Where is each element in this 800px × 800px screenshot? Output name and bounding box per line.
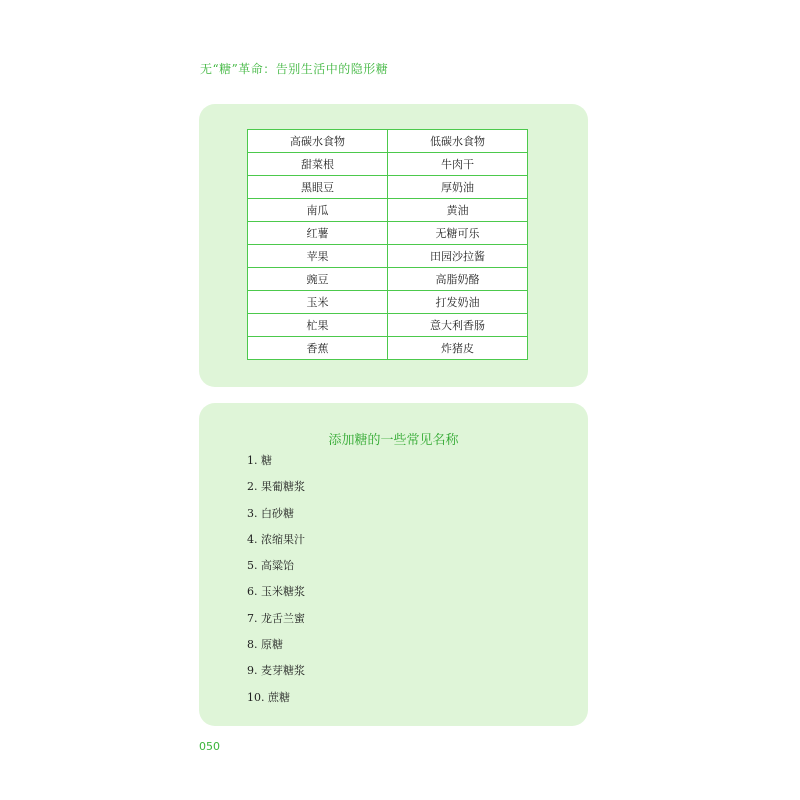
list-item: 7. 龙舌兰蜜 — [247, 611, 305, 625]
list-item: 3. 白砂糖 — [247, 506, 294, 520]
high-carb-cell: 南瓜 — [248, 199, 388, 222]
list-item: 4. 浓缩果汁 — [247, 532, 305, 546]
list-item: 8. 原糖 — [247, 638, 283, 652]
list-item: 2. 果葡糖浆 — [247, 480, 305, 494]
low-carb-cell: 无糖可乐 — [388, 222, 528, 245]
table-row — [248, 314, 528, 337]
page-header-title: 无“糖”革命：告别生活中的隐形糖 — [200, 62, 389, 76]
table-row — [248, 245, 528, 268]
table-row — [248, 268, 528, 291]
column-header-high-carb: 高碳水食物 — [248, 130, 388, 153]
high-carb-cell: 豌豆 — [248, 268, 388, 291]
list-item: 6. 玉米糖浆 — [247, 585, 305, 599]
high-carb-cell: 玉米 — [248, 291, 388, 314]
high-carb-cell: 香蕉 — [248, 337, 388, 360]
high-carb-cell: 苹果 — [248, 245, 388, 268]
page-number: 050 — [199, 740, 220, 753]
low-carb-cell: 高脂奶酪 — [388, 268, 528, 291]
low-carb-cell: 意大利香肠 — [388, 314, 528, 337]
high-carb-cell: 黑眼豆 — [248, 176, 388, 199]
table-row — [248, 176, 528, 199]
low-carb-cell: 厚奶油 — [388, 176, 528, 199]
column-header-low-carb: 低碳水食物 — [388, 130, 528, 153]
low-carb-cell: 炸猪皮 — [388, 337, 528, 360]
table-row — [248, 291, 528, 314]
table-header-row — [248, 130, 528, 153]
high-carb-cell: 红薯 — [248, 222, 388, 245]
table-row — [248, 199, 528, 222]
table-row — [248, 337, 528, 360]
sugar-names-panel — [199, 403, 588, 726]
table-row — [248, 222, 528, 245]
list-item: 10. 蔗糖 — [247, 690, 290, 704]
sugar-names-list — [247, 453, 305, 716]
list-item: 1. 糖 — [247, 454, 272, 467]
list-item: 9. 麦芽糖浆 — [247, 664, 305, 678]
carb-food-table — [247, 129, 528, 360]
list-item: 5. 高粱饴 — [247, 559, 294, 573]
low-carb-cell: 牛肉干 — [388, 153, 528, 176]
carb-table-panel — [199, 104, 588, 387]
low-carb-cell: 黄油 — [388, 199, 528, 222]
sugar-names-heading: 添加糖的一些常见名称 — [328, 433, 459, 448]
high-carb-cell: 杧果 — [248, 314, 388, 337]
table-row — [248, 153, 528, 176]
high-carb-cell: 甜菜根 — [248, 153, 388, 176]
low-carb-cell: 田园沙拉酱 — [388, 245, 528, 268]
low-carb-cell: 打发奶油 — [388, 291, 528, 314]
